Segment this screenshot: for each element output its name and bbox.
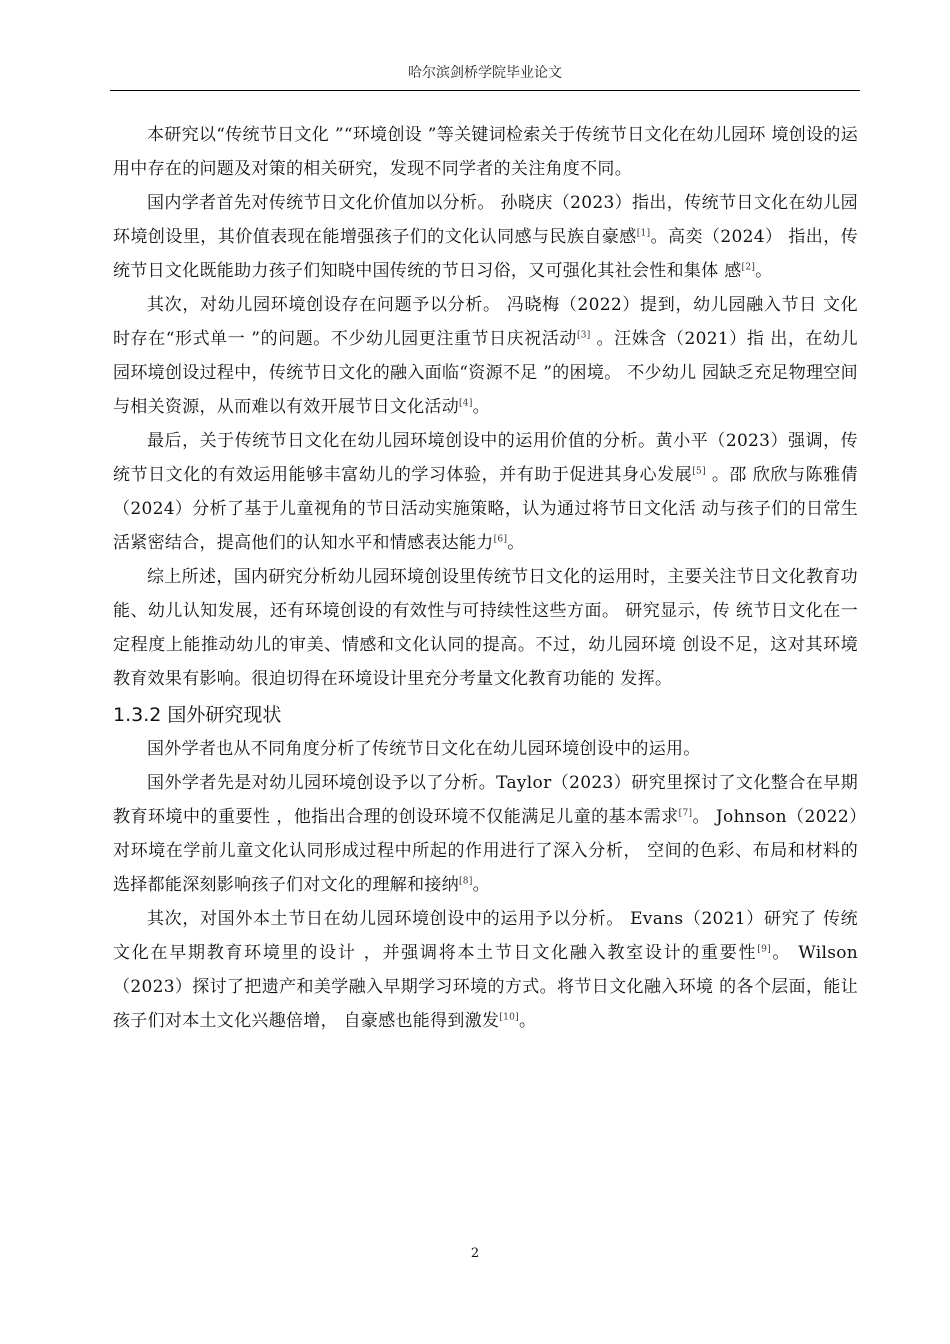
paragraph-text: 其次，对国外本土节日在幼儿园环境创设中的运用予以分析。 Evans（2021）研究了 传统文化在早期教育环境里的设计 ，并强调将本土节日文化融入教室设计的重要性 bbox=[113, 909, 858, 963]
citation: [1] bbox=[636, 228, 651, 239]
paragraph-text: 国外学者先是对幼儿园环境创设予以了分析。Taylor（2023）研究里探讨了文化整合在早期教育环境中的重要性 ，他指出合理的创设环境不仅能满足儿童的基本需求 bbox=[113, 773, 858, 827]
paragraph-text: 最后，关于传统节日文化在幼儿园环境创设中的运用价值的分析。黄小平（2023）强调，传统节日文化的有效运用能够丰富幼儿的学习体验，并有助于促进其身心发展 bbox=[113, 431, 858, 485]
paragraph-text: 。 bbox=[519, 1011, 537, 1031]
paragraph-text: 。 bbox=[507, 533, 525, 553]
paragraph-foreign-environment bbox=[113, 766, 858, 902]
citation: [4] bbox=[459, 398, 473, 409]
body-text bbox=[113, 118, 858, 1038]
citation: [5] bbox=[692, 466, 706, 477]
paragraph-text: 。汪姝含（2021）指 出，在幼儿园环境创设过程中，传统节日文化的融入面临“资源不足 ”的困境。 不少幼儿 园缺乏充足物理空间与相关资源，从而难以有效开展节日文化活动 bbox=[113, 329, 858, 417]
citation: [7] bbox=[678, 808, 693, 819]
paragraph-foreign-festivals bbox=[113, 902, 858, 1038]
citation: [6] bbox=[493, 534, 508, 545]
citation: [10] bbox=[499, 1012, 519, 1023]
paragraph-text: 。高奕（2024） 指出，传统节日文化既能助力孩子们知晓中国传统的节日习俗，又可强化其社会性和集体 感 bbox=[113, 227, 858, 281]
citation: [2] bbox=[741, 262, 756, 273]
paragraph-text: 。 Johnson（2022）对环境在学前儿童文化认同形成过程中所起的作用进行了深入分析， 空间的色彩、布局和材料的选择都能深刻影响孩子们对文化的理解和接纳 bbox=[113, 807, 858, 895]
paragraph-foreign-intro: 国外学者也从不同角度分析了传统节日文化在幼儿园环境创设中的运用。 bbox=[147, 739, 701, 759]
paragraph-domestic-summary: 综上所述，国内研究分析幼儿园环境创设里传统节日文化的运用时，主要关注节日文化教育功能、幼儿认知发展，还有环境创设的有效性与可持续性这些方面。 研究显示，传 统节日文化在一定程度上能推动幼儿的审美、情感和文化认同的提高。不过，幼儿园环境 创设不足，这对其环境教育效果有影响。很迫切得在环境设计里充分考量文化教育功能的 发挥。 bbox=[113, 567, 858, 689]
paragraph-text: 其次，对幼儿园环境创设存在问题予以分析。 冯晓梅（2022）提到，幼儿园融入节日 文化时存在“形式单一 ”的问题。不少幼儿园更注重节日庆祝活动 bbox=[113, 295, 858, 349]
paragraph-text: 。 bbox=[472, 875, 490, 895]
citation: [8] bbox=[459, 876, 473, 887]
paragraph-text: 。 bbox=[472, 397, 490, 417]
paragraph-domestic-application bbox=[113, 424, 858, 560]
paragraph-text: 。 bbox=[755, 261, 773, 281]
page-number: 2 bbox=[470, 1246, 480, 1261]
section-heading: 1.3.2 国外研究现状 bbox=[113, 704, 282, 726]
paragraph-intro: 本研究以“传统节日文化 ”“环境创设 ”等关键词检索关于传统节日文化在幼儿园环 境创设的运用中存在的问题及对策的相关研究，发现不同学者的关注角度不同。 bbox=[113, 125, 858, 179]
citation: [3] bbox=[576, 330, 591, 341]
page-header: 哈尔滨剑桥学院毕业论文 bbox=[110, 62, 860, 91]
citation: [9] bbox=[757, 944, 771, 955]
paragraph-text: 。邵 欣欣与陈雅倩（2024）分析了基于儿童视角的节日活动实施策略，认为通过将节日文化活 动与孩子们的日常生活紧密结合，提高他们的认知水平和情感表达能力 bbox=[113, 465, 858, 553]
paragraph-text: 。 Wilson（2023）探讨了把遗产和美学融入早期学习环境的方式。将节日文化融入环境 的各个层面，能让孩子们对本土文化兴趣倍增， 自豪感也能得到激发 bbox=[113, 943, 858, 1031]
paragraph-domestic-problems bbox=[113, 288, 858, 424]
paragraph-domestic-value bbox=[113, 186, 858, 288]
paragraph-text: 国内学者首先对传统节日文化价值加以分析。 孙晓庆（2023）指出，传统节日文化在幼儿园环境创设里，其价值表现在能增强孩子们的文化认同感与民族自豪感 bbox=[113, 193, 858, 247]
